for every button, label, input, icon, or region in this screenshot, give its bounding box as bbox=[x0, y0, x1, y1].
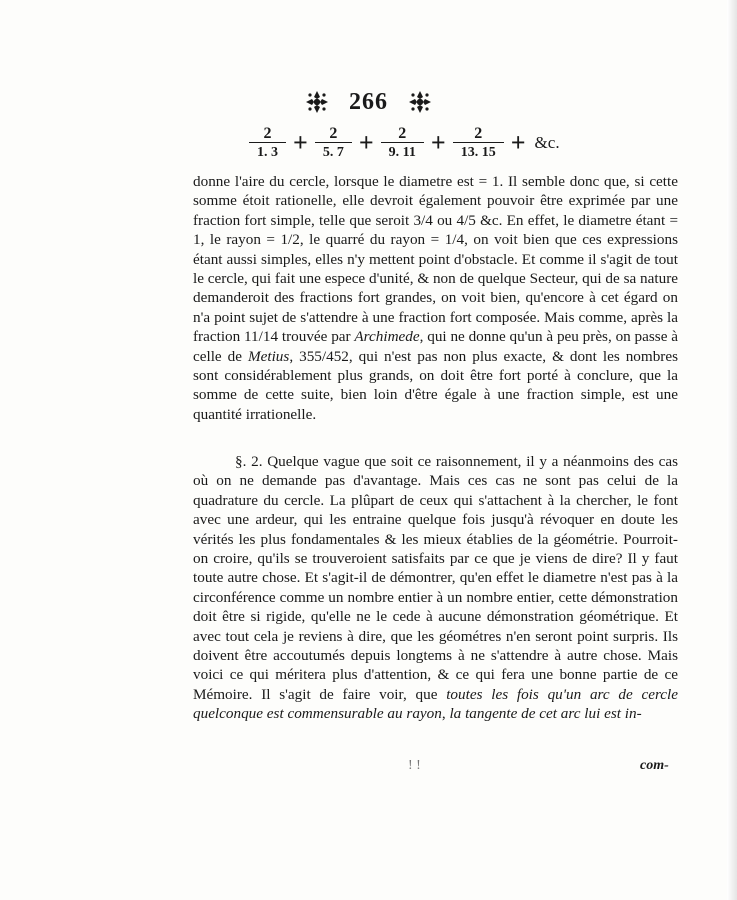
paragraph-1 bbox=[193, 172, 678, 424]
text-run: , le rayon bbox=[200, 231, 267, 249]
paragraph-2 bbox=[193, 452, 678, 724]
text-run: , le quarré du rayon bbox=[299, 231, 431, 249]
text-run: . Il semble donc que, si cette somme étoit rationelle, elle devroit également pouvoir être exprimée par une fraction fort simple, telle que seroit bbox=[193, 173, 678, 229]
term-numerator: 2 bbox=[329, 125, 338, 142]
term-numerator: 2 bbox=[474, 125, 483, 142]
equation-inline: = 1/4 bbox=[430, 231, 465, 249]
plus-sign: + bbox=[293, 128, 308, 157]
name-metius: Metius bbox=[247, 347, 290, 365]
series-term bbox=[249, 125, 286, 161]
series-term bbox=[315, 125, 352, 161]
equation-inline: = 1/2 bbox=[266, 231, 300, 249]
text-run: , on voit bien que ces expressions étant aussi simples, elles n'y mettent point d'obstacle. Et comme il s'agit de tout le cercle, qui fait une espece d'unité, & non de quelque Secteur, qui de sa nature demanderoit des fractions fort grandes, on voit bien, qu'encore à cet égard on n'a point sujet de s'attendre à une fraction fort composée. Mais comme, après la fraction bbox=[193, 231, 678, 346]
plus-sign: + bbox=[358, 128, 374, 157]
cross-fleuron-icon bbox=[305, 90, 329, 114]
italic-statement: la tangente de cet arc lui est in- bbox=[449, 705, 642, 723]
text-run: Quelque vague que soit ce raisonnement, il y a néanmoins des cas où on ne demande pas d'avantage. Mais ces cas ne sont pas celui de la quadrature du cercle. La plûpart de ceux qui s'attachent à la chercher, le font avec une ardeur, qui les entraine quelque fois jusqu'à révoquer en doute les vérités les plus fondamentales & les mieux établies de la géométrie. Pourroit-on croire, qu'ils se trouveroient satisfaits par ce que je viens de dire? Il y faut toute autre chose. Et s'agit-il de démontrer, qu'en effet le diametre n'est pas à la circonférence comme un nombre entier à un nombre entier, cette démonstration doit être si rigide, qu'elle ne le cede à aucune démonstration géométrique. Et avec tout cela je reviens à dire, que les géométres n'en seront point surpris. Ils doivent être accoutumés depuis longtems à ne s'attendre à autre chose. Mais voici ce qui méritera plus d'attention, & ce qui fera une bonne partie de ce Mémoire. Il s'agit de faire voir, que bbox=[193, 453, 678, 703]
plus-sign: + bbox=[430, 128, 446, 157]
text-run: ou bbox=[432, 211, 457, 229]
fraction-inline: 355/452 bbox=[299, 347, 349, 365]
series-etc: &c. bbox=[534, 133, 560, 152]
fraction-inline: 3/4 bbox=[413, 211, 433, 229]
series-formula bbox=[245, 125, 560, 161]
term-denominator: 1. 3 bbox=[249, 142, 286, 161]
fraction-inline: 4/5 bbox=[456, 211, 476, 229]
term-denominator: 5. 7 bbox=[315, 142, 352, 161]
text-run: , qui n'est pas non plus exacte, & dont les nombres sont considérablement plus grands, on doit être fort porté à conclure, que la somme de cette suite, bien loin d'être égale à une fraction simple, est une quantité irrationelle. bbox=[193, 347, 679, 423]
signature-mark: ! ! bbox=[408, 758, 421, 773]
equation-inline: = 1 bbox=[193, 211, 679, 249]
term-denominator: 13. 15 bbox=[453, 142, 504, 161]
paragraph-text bbox=[193, 452, 678, 724]
text-run: , bbox=[289, 347, 300, 365]
text-run: , qui ne donne qu'un à peu près, on passe à celle de bbox=[193, 328, 678, 365]
text-run: donne l'aire du cercle, lorsque le diametre est bbox=[193, 173, 479, 190]
italic-statement: toutes les fois qu'un arc de cercle quelconque est commensurable au rayon bbox=[193, 685, 678, 723]
text-run: , bbox=[441, 705, 450, 723]
term-numerator: 2 bbox=[263, 125, 272, 142]
plus-sign: + bbox=[510, 128, 526, 157]
text-run: &c. En effet, le diametre étant bbox=[475, 211, 670, 229]
page-header bbox=[0, 86, 737, 118]
page-gutter-shadow bbox=[727, 0, 737, 900]
catchword: com- bbox=[640, 758, 669, 773]
page-number: 266 bbox=[349, 88, 388, 115]
equation-inline: = 1 bbox=[478, 173, 500, 190]
term-denominator: 9. 11 bbox=[381, 142, 424, 161]
paragraph-text bbox=[193, 172, 678, 424]
series-term bbox=[453, 125, 504, 161]
term-numerator: 2 bbox=[398, 125, 407, 142]
fraction-inline: 11/14 bbox=[244, 328, 279, 346]
series-term bbox=[381, 125, 424, 161]
text-run: trouvée par bbox=[278, 328, 355, 346]
section-number: §. 2. bbox=[235, 453, 263, 470]
cross-fleuron-icon bbox=[408, 90, 432, 114]
name-archimede: Archimede bbox=[354, 328, 420, 346]
